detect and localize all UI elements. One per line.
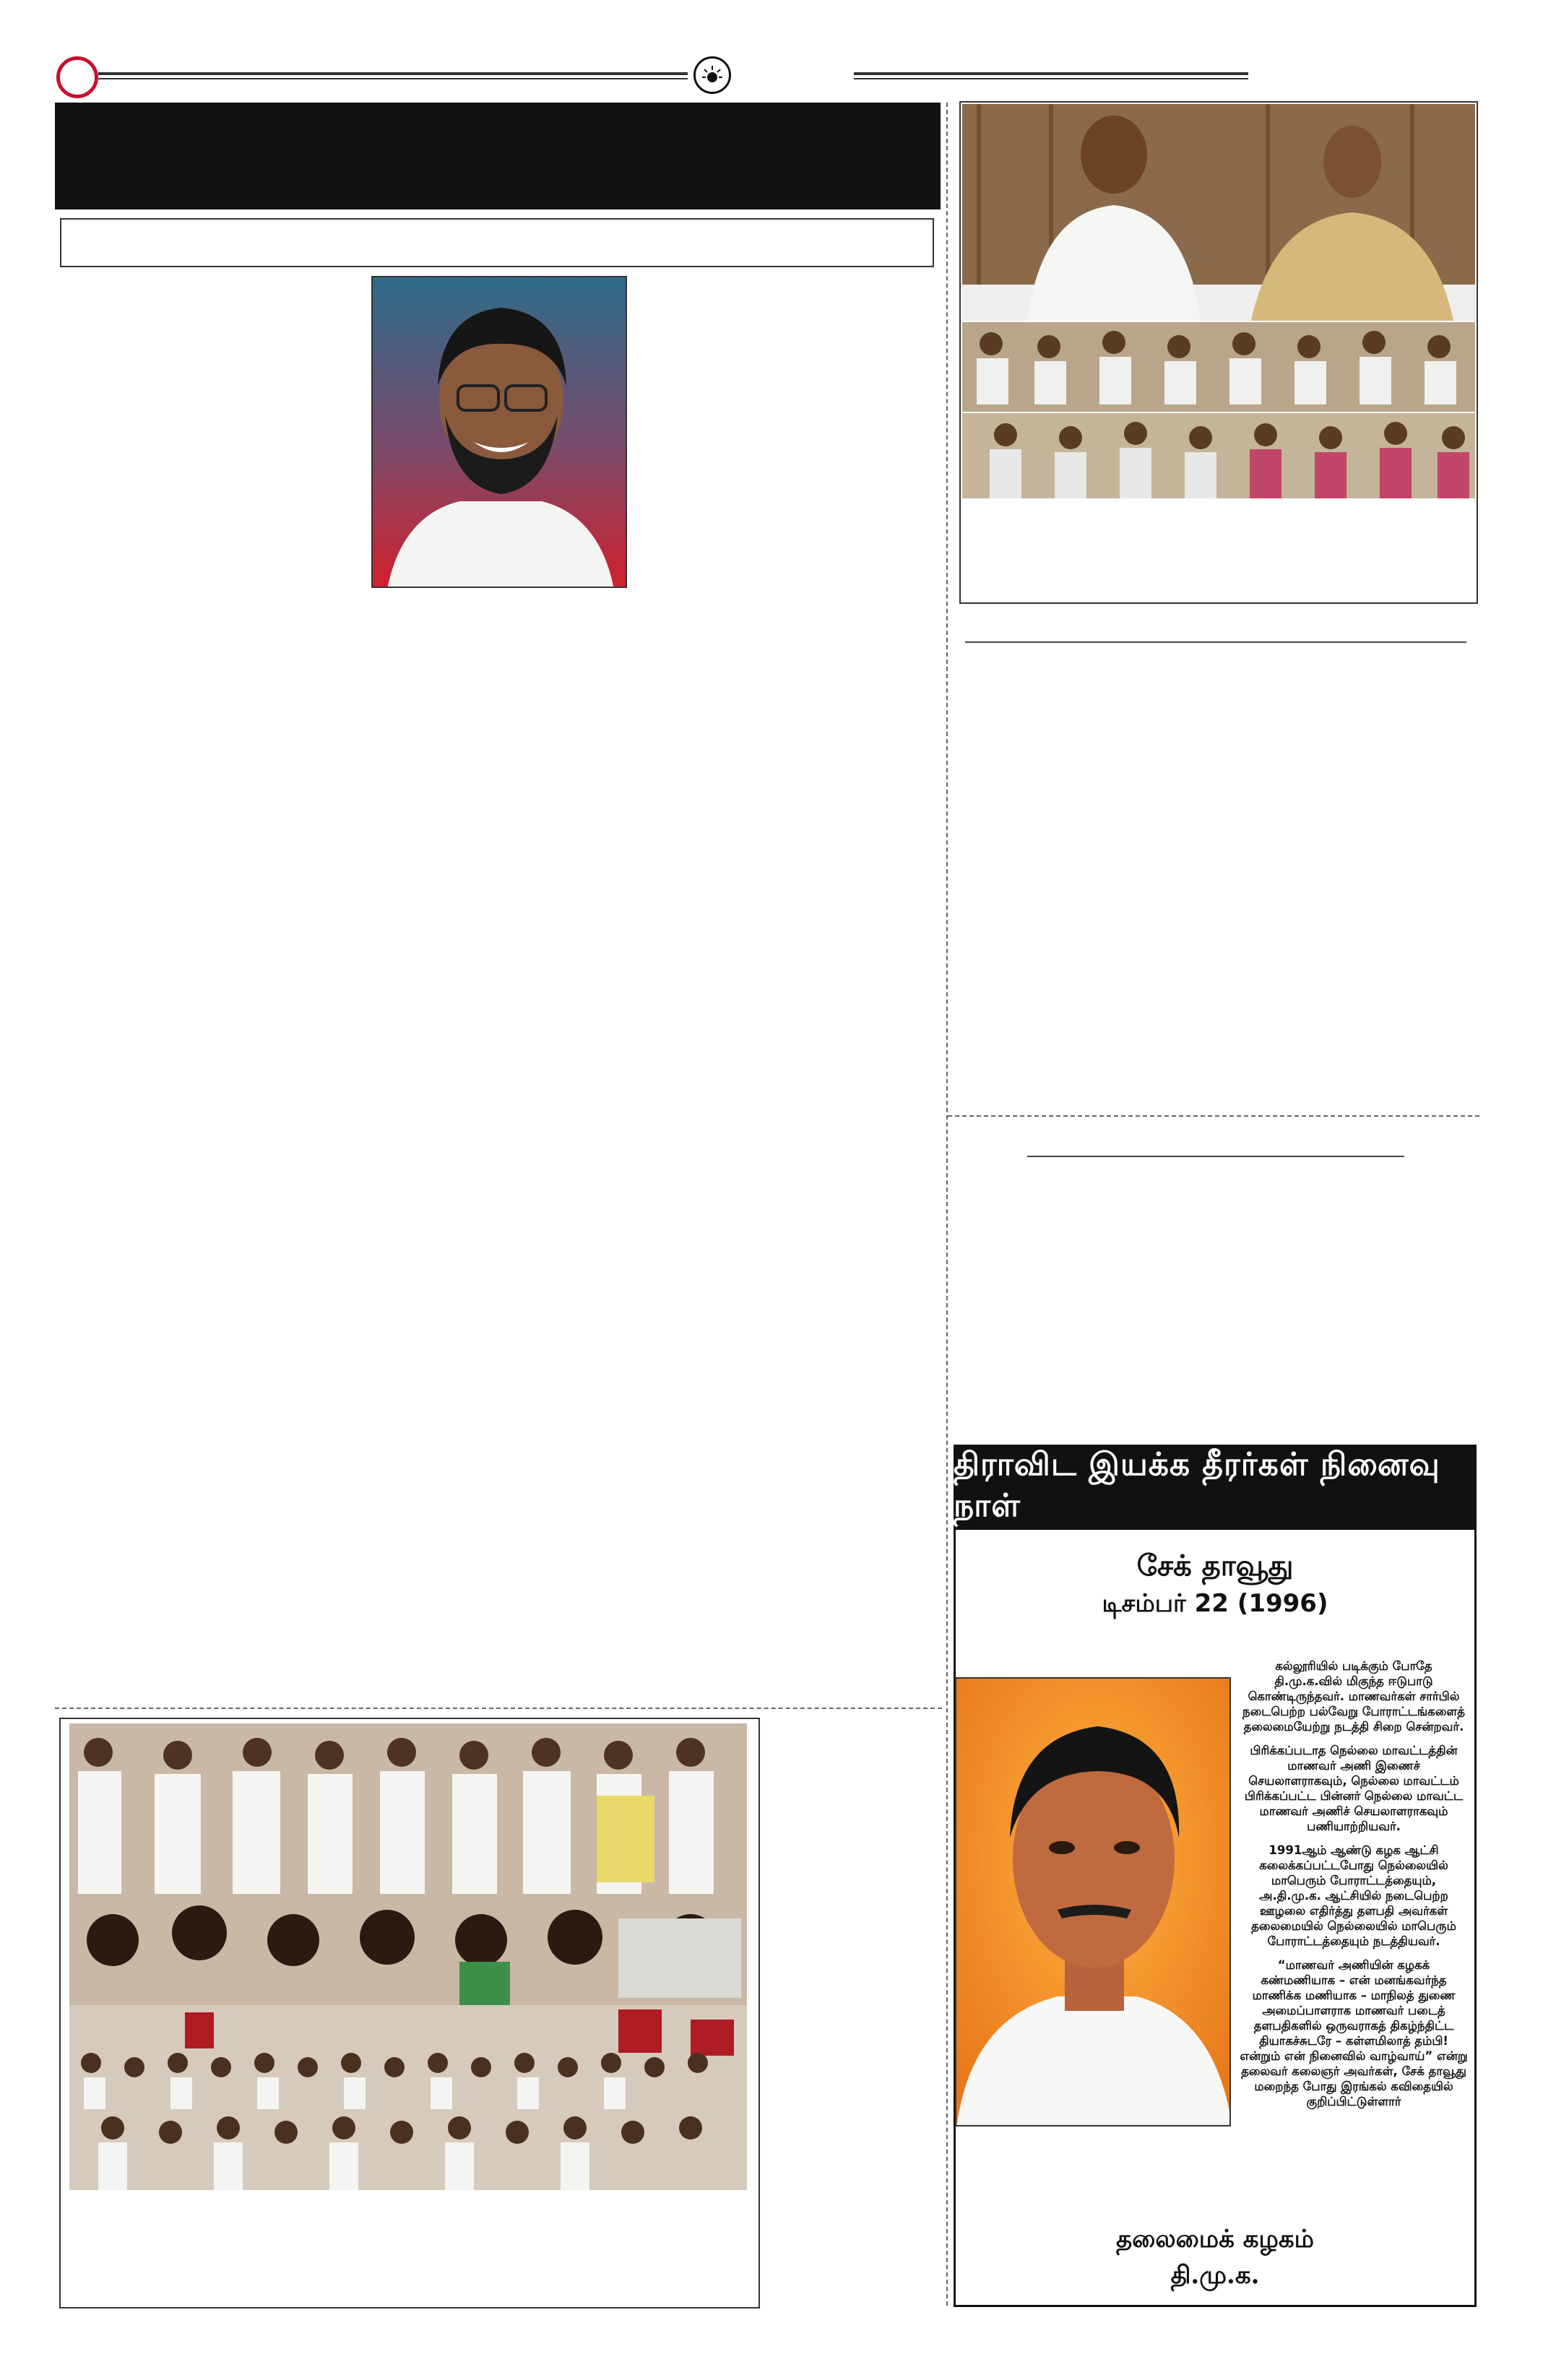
top-rule-right xyxy=(854,72,1248,75)
top-rule-left-thin xyxy=(98,78,688,79)
section-divider-left xyxy=(55,1708,942,1709)
meeting-photo xyxy=(962,104,1475,498)
top-rule-right-thin xyxy=(854,78,1248,79)
biography-paragraph: 1991ஆம் ஆண்டு கழக ஆட்சி கலைக்கப்பட்டபோது நெல்லையில் மாபெரும் போராட்டத்தையும், அ.தி.மு.க. ஆட்சியில் நடைபெற்ற ஊழலை எதிர்த்து தளபதி அவர்கள் தலைமையில் நெல்லையில் மாபெரும் போராட்டத்தையும் நடத்தியவர். xyxy=(1251,1843,1456,1948)
memorial-footer-org: தலைமைக் கழகம் xyxy=(1116,2225,1314,2254)
leader-portrait-photo xyxy=(371,276,627,588)
memorial-heading: திராவிட இயக்க தீரர்கள் நினைவு நாள் xyxy=(954,1445,1477,1530)
protest-photo xyxy=(69,1723,747,2190)
memorial-biography xyxy=(1240,1658,1468,2118)
memorial-portrait-photo xyxy=(955,1677,1231,2126)
subheadline-box xyxy=(60,218,934,267)
column-divider xyxy=(946,103,948,2306)
memorial-footer-party: தி.மு.க. xyxy=(1170,2261,1260,2290)
biography-paragraph: பிரிக்கப்படாத நெல்லை மாவட்டத்தின் மாணவர் அணி இணைச் செயலாளராகவும், நெல்லை மாவட்டம் பிரிக்கப்பட்ட பின்னர் நெல்லை மாவட்ட மாணவர் அணிச் செயலாளராகவும் பணியாற்றியவர். xyxy=(1244,1744,1464,1833)
memorial-name: சேக் தாவூது xyxy=(1136,1549,1294,1583)
page-number-circle xyxy=(56,56,98,98)
section-rule-short xyxy=(1027,1156,1404,1157)
section-divider-right xyxy=(948,1115,1479,1117)
top-rule-left xyxy=(98,72,688,75)
memorial-date: டிசம்பர் 22 (1996) xyxy=(1102,1589,1328,1618)
biography-paragraph: கல்லூரியில் படிக்கும் போதே தி.மு.க.வில் மிகுந்த ஈடுபாடு கொண்டிருந்தவர். மாணவர்கள் சார்பில் நடைபெற்ற பல்வேறு போராட்டங்களைத் தலைமையேற்று நடத்தி சிறை சென்றவர். xyxy=(1242,1659,1465,1734)
rising-sun-emblem-icon xyxy=(693,56,731,94)
biography-paragraph: “மாணவர் அணியின் கழகக் கண்மணியாக – என் மனங்கவர்ந்த மாணிக்க மணியாக – மாநிலத் துணை அமைப்பாளராக மாணவர் படைத் தளபதிகளில் ஒருவராகத் திகழ்ந்திட்ட தியாகச்சுடரே – கள்ளமிலாத் தம்பி! என்றும் என் நினைவில் வாழ்வாய்” என்று தலைவர் கலைஞர் அவர்கள், சேக் தாவூது மறைந்த போது இரங்கல் கவிதையில் குறிப்பிட்டுள்ளார் xyxy=(1240,1958,1468,2108)
section-rule xyxy=(965,641,1466,643)
headline-bar xyxy=(55,103,941,209)
